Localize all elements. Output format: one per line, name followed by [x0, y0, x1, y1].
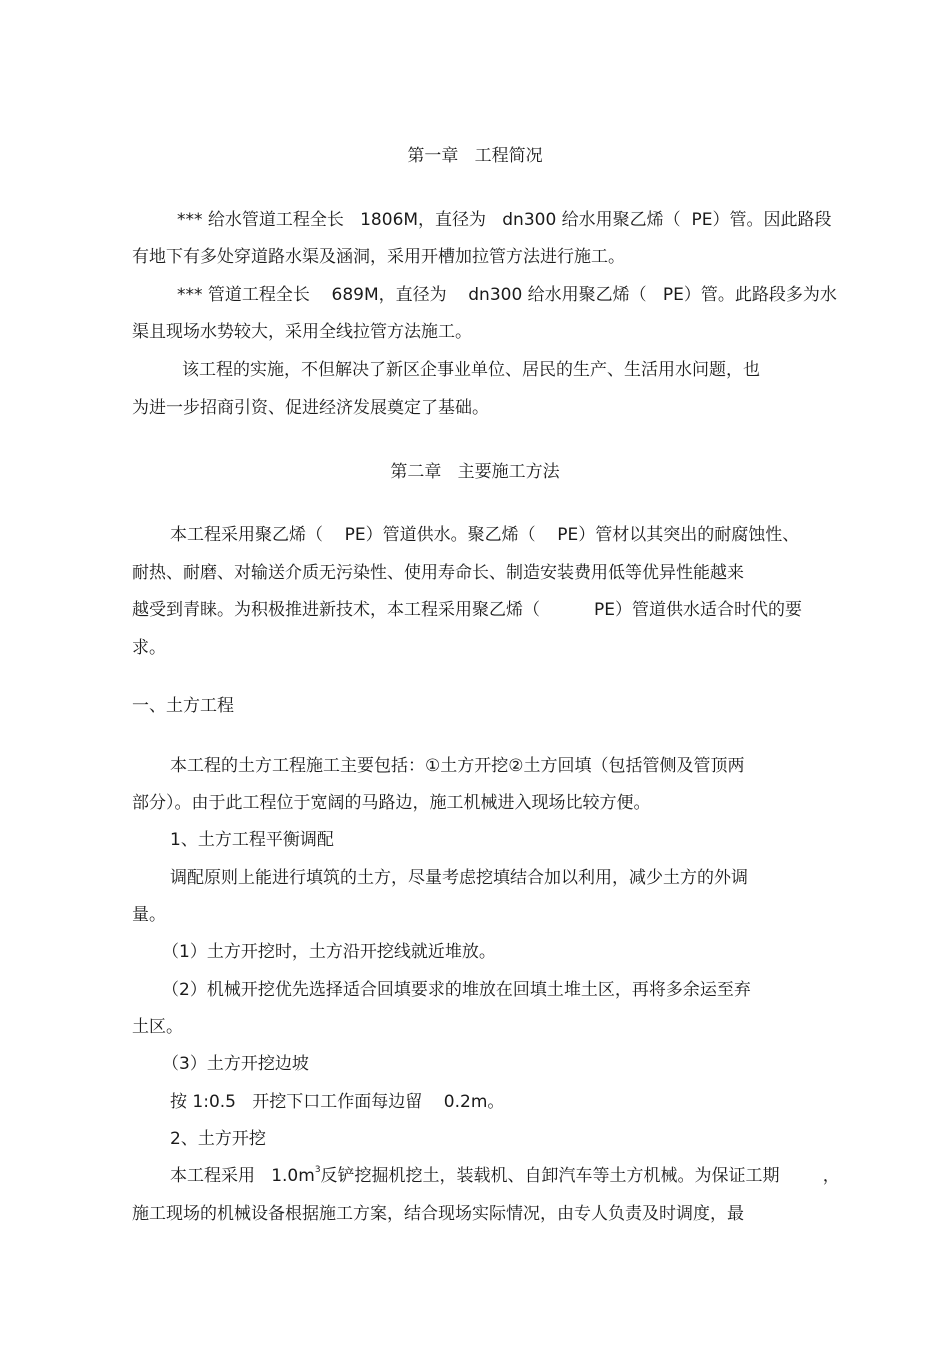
list-item-3: （3）土方开挖边坡 [162, 1054, 309, 1074]
chapter-2-heading: 第二章 主要施工方法 [390, 462, 560, 482]
sec1-para1-line2: 部分）。由于此工程位于宽阔的马路边，施工机械进入现场比较方便。 [132, 793, 651, 813]
sub1-para-line1: 调配原则上能进行填筑的土方，尽量考虑挖填结合加以利用，减少土方的外调 [170, 868, 748, 888]
ch1-para1-line2: 有地下有多处穿道路水渠及涵洞，采用开槽加拉管方法进行施工。 [132, 247, 625, 267]
ch1-para1-line1: *** 给水管道工程全长 1806M，直径为 dn300 给水用聚乙烯（ PE）管。因此路段 [177, 210, 832, 230]
sub2-para-line1-end: 反铲挖掘机挖土，装载机、自卸汽车等土方机械。为保证工期 ， [320, 1166, 840, 1186]
ch2-para1-line4: 求。 [132, 638, 166, 658]
list-item-1: （1）土方开挖时，土方沿开挖线就近堆放。 [162, 942, 496, 962]
slope-spec-line: 按 1:0.5 开挖下口工作面每边留 0.2m。 [170, 1092, 505, 1112]
subsection-1-heading: 1、土方工程平衡调配 [170, 830, 334, 850]
list-item-2-line2: 土区。 [132, 1017, 183, 1037]
ch1-para3-line2: 为进一步招商引资、促进经济发展奠定了基础。 [132, 398, 489, 418]
ch2-para1-line1: 本工程采用聚乙烯（ PE）管道供水。聚乙烯（ PE）管材以其突出的耐腐蚀性、 [170, 525, 800, 545]
sub2-para-line1 [170, 1165, 840, 1186]
subsection-2-heading: 2、土方开挖 [170, 1129, 266, 1149]
ch1-para2-line2: 渠且现场水势较大，采用全线拉管方法施工。 [132, 322, 472, 342]
sub2-para-line1-start: 本工程采用 1.0m [170, 1166, 315, 1186]
list-item-2-line1: （2）机械开挖优先选择适合回填要求的堆放在回填土堆土区，再将多余运至弃 [162, 980, 751, 1000]
ch2-para1-line2: 耐热、耐磨、对输送介质无污染性、使用寿命长、制造安装费用低等优异性能越来 [132, 563, 744, 583]
cubic-superscript: 3 [314, 1165, 321, 1175]
sub2-para-line2: 施工现场的机械设备根据施工方案，结合现场实际情况，由专人负责及时调度，最 [132, 1204, 744, 1224]
ch1-para2-line1: *** 管道工程全长 689M，直径为 dn300 给水用聚乙烯（ PE）管。此路段多为水 [177, 285, 837, 305]
ch1-para3-line1: 该工程的实施，不但解决了新区企事业单位、居民的生产、生活用水问题，也 [182, 360, 760, 380]
sec1-para1-line1: 本工程的土方工程施工主要包括：①土方开挖②土方回填（包括管侧及管顶两 [170, 756, 745, 776]
ch2-para1-line3: 越受到青睐。为积极推进新技术，本工程采用聚乙烯（ PE）管道供水适合时代的要 [132, 600, 803, 620]
section-1-heading: 一、土方工程 [132, 696, 234, 716]
sub1-para-line2: 量。 [132, 905, 166, 925]
chapter-1-heading: 第一章 工程简况 [407, 146, 543, 166]
